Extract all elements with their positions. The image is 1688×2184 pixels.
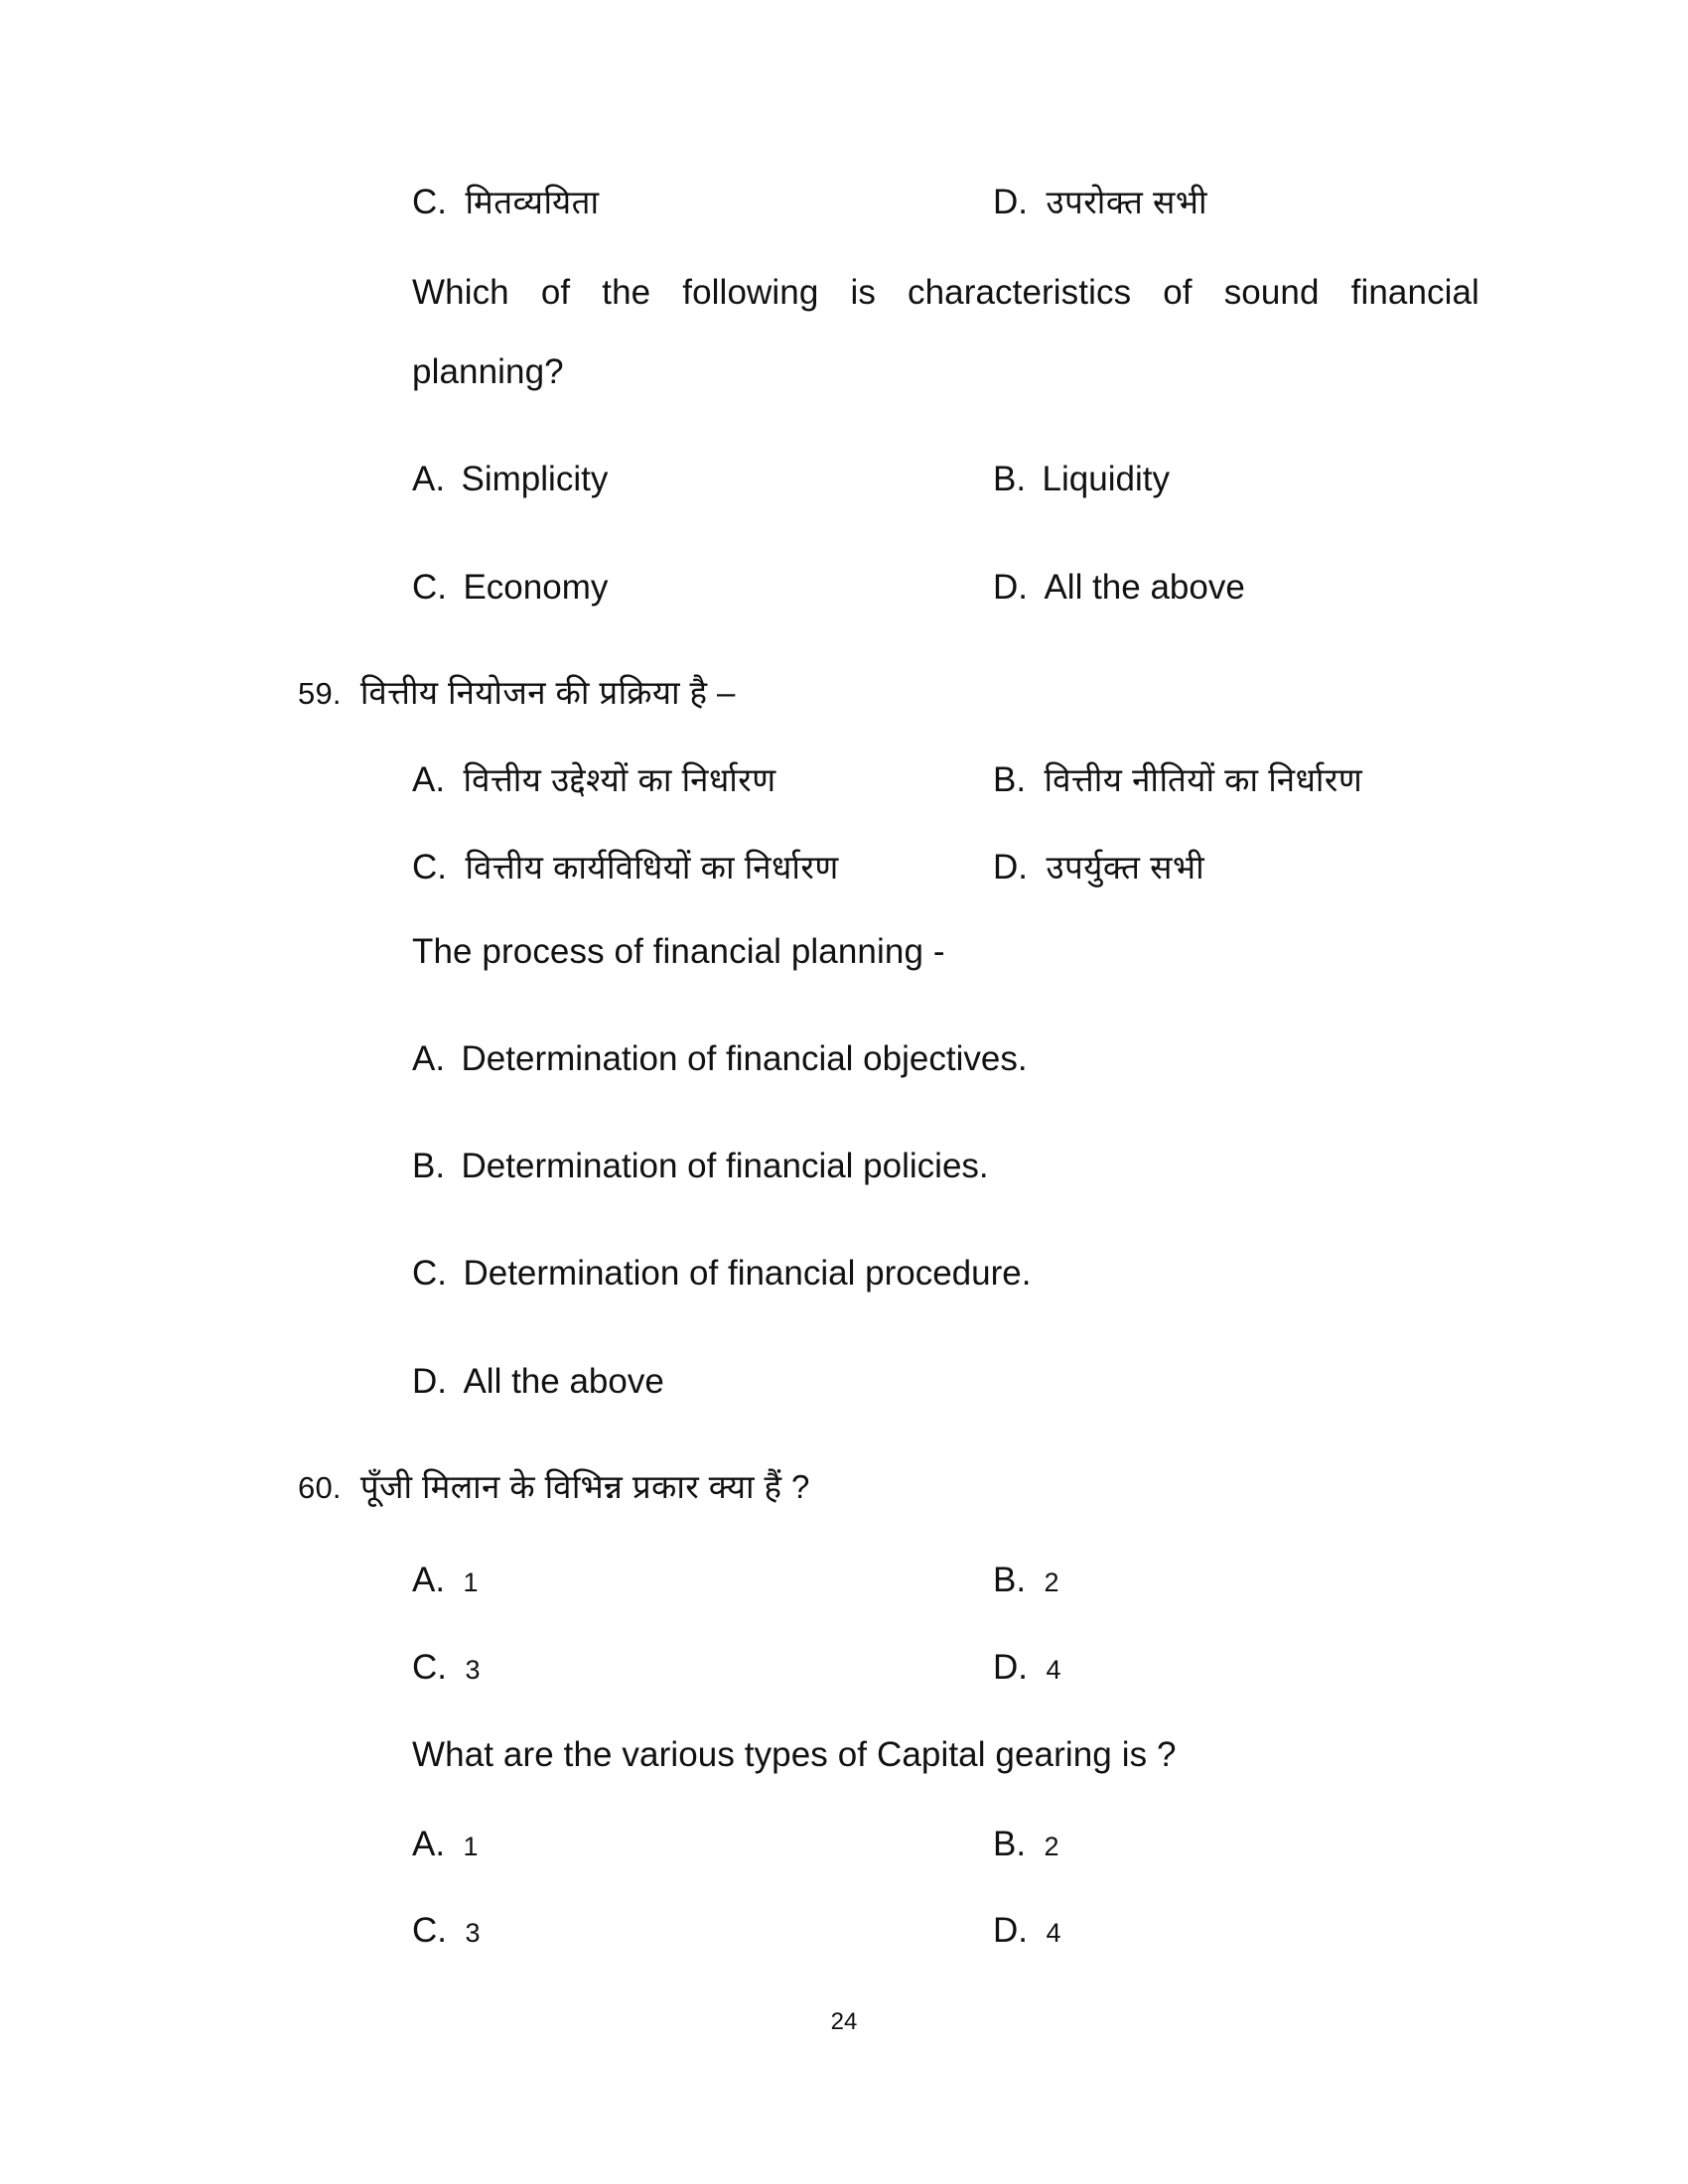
q60-hindi-option-a (412, 1561, 479, 1600)
q59-english-option-c (412, 1254, 1031, 1294)
q58-option-d-text: उपरोक्त सभी (1046, 184, 1208, 220)
q58-english-option-a (412, 460, 608, 499)
q60-hindi-option-c-label: C. (412, 1648, 447, 1687)
q60-english-option-d (993, 1911, 1060, 1951)
q59-english-option-c-text: Determination of financial procedure. (463, 1254, 1032, 1293)
q59-english-option-a-text: Determination of financial objectives. (461, 1039, 1028, 1078)
stem-word: sound (1223, 273, 1320, 312)
q60-hindi-option-a-label: A. (412, 1561, 446, 1599)
q59-english-option-b-text: Determination of financial policies. (461, 1147, 989, 1185)
stem-word: the (602, 273, 651, 312)
q59-english-stem: The process of financial planning - (412, 932, 945, 971)
q60-hindi-option-a-text: 1 (463, 1568, 479, 1597)
q58-option-c-text: मितव्ययिता (465, 184, 600, 220)
q59-stem-text: वित्तीय नियोजन की प्रक्रिया है – (359, 674, 736, 711)
q60-english-option-a-text: 1 (463, 1832, 479, 1861)
stem-word: of (540, 273, 571, 312)
q59-hindi-option-a-text: वित्तीय उद्देश्यों का निर्धारण (463, 761, 776, 798)
stem-word: of (1163, 273, 1193, 312)
q60-english-option-b (993, 1825, 1059, 1864)
q58-english-stem-line2: planning? (412, 352, 564, 391)
q60-hindi-option-c-text: 3 (465, 1655, 481, 1685)
q60-stem (298, 1470, 810, 1503)
q58-english-option-c-label: C. (412, 568, 447, 607)
stem-word: Which (412, 273, 509, 312)
stem-word: following (682, 273, 819, 312)
q60-number: 60. (298, 1470, 342, 1505)
q58-english-option-c-text: Economy (463, 568, 609, 607)
q58-english-option-d-label: D. (993, 568, 1028, 607)
q58-option-d-label: D. (993, 183, 1028, 221)
q59-english-option-d-text: All the above (463, 1362, 664, 1401)
page-number: 24 (830, 2008, 858, 2035)
q59-hindi-option-a-label: A. (412, 760, 446, 799)
q60-hindi-option-b-label: B. (993, 1561, 1027, 1599)
q59-hindi-option-b-label: B. (993, 760, 1027, 799)
q60-hindi-option-d-label: D. (993, 1648, 1028, 1687)
q58-english-option-a-label: A. (412, 460, 446, 498)
q60-english-option-b-text: 2 (1044, 1832, 1059, 1861)
q59-english-option-b (412, 1147, 989, 1186)
q58-english-option-b-text: Liquidity (1042, 460, 1170, 498)
stem-word: financial (1350, 273, 1479, 312)
q60-english-option-a (412, 1825, 479, 1864)
q60-english-option-c-text: 3 (465, 1918, 481, 1948)
q59-hindi-option-b-text: वित्तीय नीतियों का निर्धारण (1044, 761, 1363, 798)
q58-english-option-a-text: Simplicity (461, 460, 609, 498)
q59-hindi-option-d (993, 844, 1204, 888)
q60-english-option-b-label: B. (993, 1825, 1027, 1863)
q60-stem-text: पूँजी मिलान के विभिन्न प्रकार क्या हैं ? (359, 1468, 810, 1505)
q59-english-option-c-label: C. (412, 1254, 447, 1293)
stem-word: characteristics (908, 273, 1132, 312)
q60-hindi-option-d-text: 4 (1046, 1655, 1061, 1685)
stem-word: is (850, 273, 876, 312)
q59-english-option-b-label: B. (412, 1147, 446, 1185)
q59-english-option-a (412, 1039, 1028, 1079)
q60-english-stem: What are the various types of Capital gearing is ? (412, 1735, 1177, 1774)
q59-hindi-option-b (993, 756, 1362, 801)
q58-english-stem-line1 (412, 273, 1479, 313)
q59-stem (298, 676, 736, 709)
q60-english-option-d-label: D. (993, 1911, 1028, 1950)
q59-number: 59. (298, 676, 342, 711)
q60-english-option-a-label: A. (412, 1825, 446, 1863)
q58-english-option-d (993, 568, 1245, 608)
q59-english-option-a-label: A. (412, 1039, 446, 1078)
q58-option-c (412, 179, 600, 223)
q59-english-option-d (412, 1362, 664, 1402)
q59-hindi-option-d-text: उपर्युक्त सभी (1046, 849, 1205, 886)
q58-english-option-c (412, 568, 608, 608)
q58-english-option-d-text: All the above (1044, 568, 1245, 607)
q58-english-option-b-label: B. (993, 460, 1027, 498)
q59-hindi-option-d-label: D. (993, 848, 1028, 887)
q59-hindi-option-c-text: वित्तीय कार्यविधियों का निर्धारण (465, 849, 839, 886)
q59-hindi-option-a (412, 756, 776, 801)
q59-hindi-option-c (412, 844, 839, 888)
q59-english-option-d-label: D. (412, 1362, 447, 1401)
q60-hindi-option-b-text: 2 (1044, 1568, 1059, 1597)
q60-english-option-d-text: 4 (1046, 1918, 1061, 1948)
q60-hindi-option-b (993, 1561, 1059, 1600)
q59-hindi-option-c-label: C. (412, 848, 447, 887)
q60-english-option-c (412, 1911, 480, 1951)
q58-english-option-b (993, 460, 1170, 499)
q58-option-c-label: C. (412, 183, 447, 221)
q60-hindi-option-c (412, 1648, 480, 1688)
q58-option-d (993, 179, 1207, 223)
q60-english-option-c-label: C. (412, 1911, 447, 1950)
q60-hindi-option-d (993, 1648, 1060, 1688)
